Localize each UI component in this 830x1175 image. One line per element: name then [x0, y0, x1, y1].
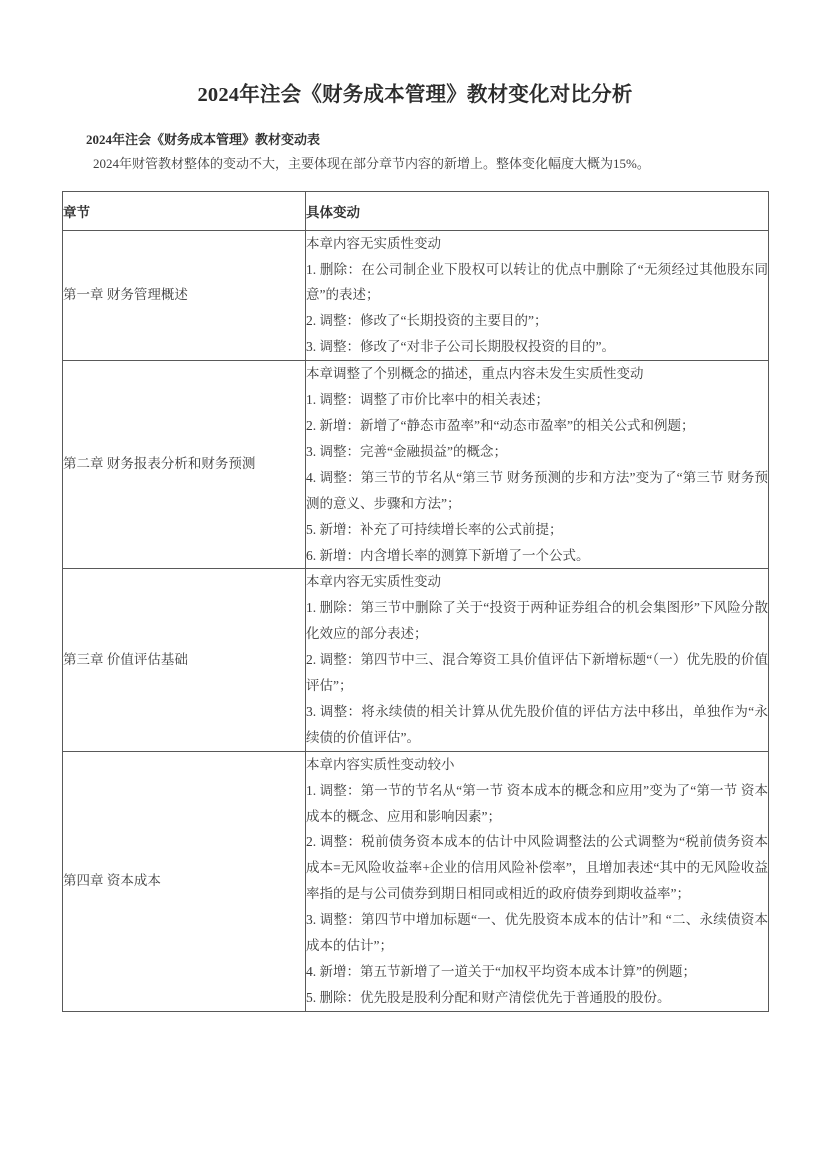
chapter-changes-cell — [306, 361, 769, 569]
table-row — [63, 230, 769, 361]
change-line: 2. 调整：第四节中三、混合筹资工具价值评估下新增标题“（一）优先股的价值评估”； — [306, 652, 768, 694]
table-subtitle: 2024年注会《财务成本管理》教材变动表 — [86, 131, 321, 147]
page-title: 2024年注会《财务成本管理》教材变化对比分析 — [197, 84, 633, 106]
change-line: 1. 删除：第三节中删除了关于“投资于两种证券组合的机会集图形”下风险分散化效应的部分表述； — [306, 600, 768, 642]
change-line: 3. 调整：完善“金融损益”的概念； — [306, 443, 507, 459]
change-line: 6. 新增：内含增长率的测算下新增了一个公式。 — [306, 547, 590, 563]
textbook-changes-table — [62, 191, 769, 1012]
change-line: 1. 调整：第一节的节名从“第一节 资本成本的概念和应用”变为了“第一节 资本成本的概念、应用和影响因素”； — [306, 782, 768, 824]
chapter-name-cell: 第四章 资本成本 — [63, 751, 306, 1011]
chapter-changes-cell — [306, 569, 769, 751]
table-container — [0, 174, 830, 1012]
change-line: 本章调整了个别概念的描述，重点内容未发生实质性变动 — [306, 366, 644, 382]
change-line: 本章内容无实质性变动 — [306, 574, 441, 590]
chapter-name-cell: 第一章 财务管理概述 — [63, 230, 306, 361]
change-line: 3. 调整：修改了“对非子公司长期股权投资的目的”。 — [306, 339, 615, 355]
intro-paragraph: 2024年财管教材整体的变动不大，主要体现在部分章节内容的新增上。整体变化幅度大概为15%。 — [93, 156, 650, 172]
change-line: 3. 调整：第四节中增加标题“一、优先股资本成本的估计”和 “二、永续债资本成本的估计”； — [306, 912, 768, 954]
change-line: 5. 删除：优先股是股利分配和财产清偿优先于普通股的股份。 — [306, 989, 671, 1005]
change-line: 4. 调整：第三节的节名从“第三节 财务预测的步和方法”变为了“第三节 财务预测的意义、步骤和方法”； — [306, 469, 768, 511]
table-row — [63, 751, 769, 1011]
change-line: 2. 新增：新增了“静态市盈率”和“动态市盈率”的相关公式和例题； — [306, 417, 695, 433]
chapter-name-cell: 第二章 财务报表分析和财务预测 — [63, 361, 306, 569]
table-header — [63, 191, 769, 230]
change-line: 1. 删除：在公司制企业下股权可以转让的优点中删除了“无须经过其他股东同意”的表述； — [306, 261, 768, 303]
chapter-changes-cell — [306, 230, 769, 361]
change-line: 4. 新增：第五节新增了一道关于“加权平均资本成本计算”的例题； — [306, 964, 696, 979]
table-body — [63, 230, 769, 1011]
chapter-changes-cell — [306, 751, 769, 1011]
change-line: 2. 调整：修改了“长期投资的主要目的”； — [306, 313, 548, 329]
change-line: 本章内容实质性变动较小 — [306, 756, 455, 772]
table-row — [63, 569, 769, 751]
column-header-detail: 具体变动 — [306, 191, 769, 230]
column-header-chapter: 章节 — [63, 191, 306, 230]
change-line: 本章内容无实质性变动 — [306, 235, 441, 251]
change-line: 5. 新增：补充了可持续增长率的公式前提； — [306, 521, 563, 537]
chapter-name-cell: 第三章 价值评估基础 — [63, 569, 306, 751]
table-row — [63, 361, 769, 569]
change-line: 3. 调整：将永续债的相关计算从优先股价值的评估方法中移出，单独作为“永续债的价值评估”。 — [306, 703, 768, 745]
table-header-row — [63, 191, 769, 230]
change-line: 1. 调整：调整了市价比率中的相关表述； — [306, 392, 549, 408]
change-line: 2. 调整：税前债务资本成本的估计中风险调整法的公式调整为“税前债务资本成本=无风险收益率+企业的信用风险补偿率”，且增加表述“其中的无风险收益率指的是与公司债券到期日相同或相近的政府债券到期收益率”； — [306, 834, 768, 902]
